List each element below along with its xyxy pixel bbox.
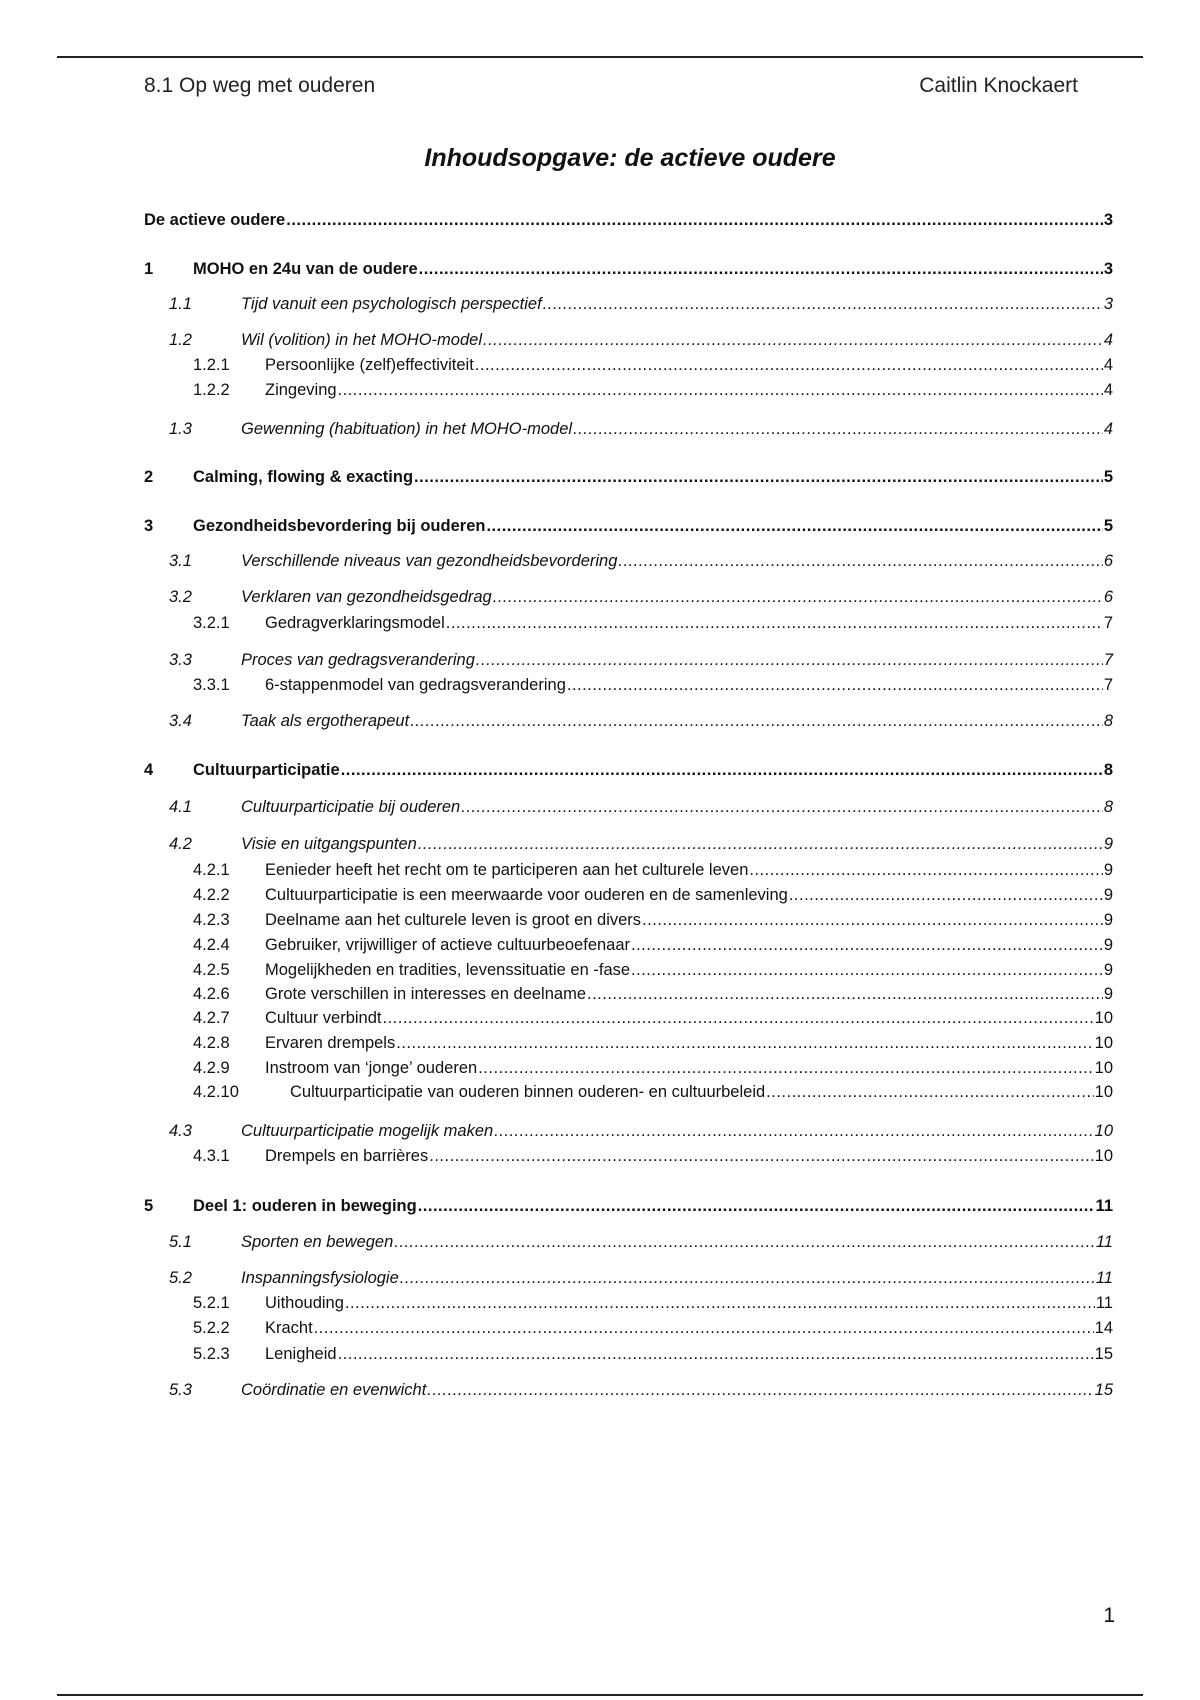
toc-dot-leader	[749, 860, 1102, 880]
toc-dot-leader	[766, 1082, 1093, 1102]
toc-entry-page: 10	[1094, 1059, 1113, 1077]
toc-entry-title: De actieve oudere	[144, 211, 286, 229]
toc-entry[interactable]	[144, 613, 1113, 633]
toc-entry-number: 4.2.1	[193, 861, 230, 879]
toc-entry-page: 3	[1103, 295, 1113, 313]
toc-entry[interactable]	[144, 1008, 1113, 1028]
toc-dot-leader	[631, 960, 1103, 980]
toc-dot-leader	[789, 885, 1103, 905]
toc-dot-leader	[341, 760, 1103, 780]
toc-entry-page: 5	[1103, 517, 1113, 535]
toc-dot-leader	[475, 355, 1103, 375]
toc-entry-number: 4.2.3	[193, 911, 230, 929]
toc-entry-page: 14	[1094, 1319, 1113, 1337]
toc-entry-page: 8	[1103, 761, 1113, 779]
toc-entry[interactable]	[144, 910, 1113, 930]
toc-entry-number: 4.2.8	[193, 1034, 230, 1052]
page-number: 1	[1103, 1604, 1115, 1627]
toc-dot-leader	[418, 834, 1103, 854]
header-rule	[57, 56, 1143, 58]
toc-entry-page: 8	[1103, 712, 1113, 730]
toc-entry-number: 3	[144, 517, 154, 535]
toc-entry-number: 1.2	[169, 331, 192, 349]
toc-entry-number: 5.2.3	[193, 1345, 230, 1363]
toc-entry-number: 3.4	[169, 712, 192, 730]
toc-entry-page: 15	[1094, 1381, 1113, 1399]
toc-entry[interactable]	[144, 711, 1113, 731]
toc-entry[interactable]	[144, 259, 1113, 279]
toc-entry-number: 2	[144, 468, 154, 486]
toc-entry-title: Inspanningsfysiologie	[241, 1269, 399, 1287]
toc-entry-title: Wil (volition) in het MOHO-model	[241, 331, 482, 349]
toc-dot-leader	[478, 1058, 1093, 1078]
toc-entry-page: 10	[1094, 1147, 1113, 1165]
toc-entry-title: Cultuurparticipatie van ouderen binnen ouderen- en cultuurbeleid	[290, 1083, 766, 1101]
toc-dot-leader	[338, 380, 1103, 400]
toc-entry-page: 6	[1103, 552, 1113, 570]
toc-entry[interactable]	[144, 516, 1113, 536]
toc-entry-number: 3.3	[169, 651, 192, 669]
toc-entry[interactable]	[144, 834, 1113, 854]
toc-entry-title: Ervaren drempels	[265, 1034, 396, 1052]
toc-dot-leader	[446, 613, 1103, 633]
toc-entry-title: Verklaren van gezondheidsgedrag	[241, 588, 492, 606]
toc-dot-leader	[543, 294, 1103, 314]
toc-entry-number: 4.2.2	[193, 886, 230, 904]
toc-entry[interactable]	[144, 1121, 1113, 1141]
toc-entry[interactable]	[144, 675, 1113, 695]
toc-entry-page: 10	[1094, 1122, 1113, 1140]
toc-entry-number: 3.3.1	[193, 676, 230, 694]
toc-entry-page: 5	[1103, 468, 1113, 486]
toc-entry-page: 9	[1103, 835, 1113, 853]
toc-entry-number: 4.3.1	[193, 1147, 230, 1165]
page-title: Inhoudsopgave: de actieve oudere	[424, 144, 836, 172]
toc-entry-page: 4	[1103, 356, 1113, 374]
toc-entry[interactable]	[144, 210, 1113, 230]
toc-entry-title: Cultuurparticipatie mogelijk maken	[241, 1122, 494, 1140]
toc-entry[interactable]	[144, 380, 1113, 400]
toc-entry-title: Calming, flowing & exacting	[193, 468, 414, 486]
toc-entry-title: Eenieder heeft het recht om te participeren aan het culturele leven	[265, 861, 749, 879]
toc-entry[interactable]	[144, 355, 1113, 375]
toc-entry-title: Gedragverklaringsmodel	[265, 614, 445, 632]
toc-entry-title: 6-stappenmodel van gedragsverandering	[265, 676, 566, 694]
header-course-title: 8.1 Op weg met ouderen	[144, 74, 376, 97]
toc-entry-page: 9	[1103, 911, 1113, 929]
toc-entry-title: Tijd vanuit een psychologisch perspectief	[241, 295, 542, 313]
toc-entry-page: 10	[1094, 1034, 1113, 1052]
toc-entry-page: 3	[1103, 211, 1113, 229]
toc-entry-number: 5.2	[169, 1269, 192, 1287]
toc-entry-title: Drempels en barrières	[265, 1147, 429, 1165]
toc-entry-title: Visie en uitgangspunten	[241, 835, 417, 853]
toc-entry-title: Gewenning (habituation) in het MOHO-model	[241, 420, 573, 438]
toc-entry-page: 7	[1103, 614, 1113, 632]
toc-entry-page: 4	[1103, 381, 1113, 399]
toc-dot-leader	[418, 1196, 1095, 1216]
toc-entry-title: Cultuurparticipatie	[193, 761, 340, 779]
toc-entry-page: 3	[1103, 260, 1113, 278]
toc-entry-page: 11	[1095, 1269, 1113, 1287]
toc-entry-page: 10	[1094, 1083, 1113, 1101]
toc-entry-page: 15	[1094, 1345, 1113, 1363]
toc-entry-number: 3.2	[169, 588, 192, 606]
toc-entry[interactable]	[144, 551, 1113, 571]
toc-dot-leader	[618, 551, 1102, 571]
toc-dot-leader	[414, 467, 1103, 487]
toc-entry-number: 1.2.2	[193, 381, 230, 399]
toc-entry-page: 4	[1103, 420, 1113, 438]
toc-dot-leader	[345, 1293, 1095, 1313]
toc-entry-number: 1.1	[169, 295, 192, 313]
toc-entry[interactable]	[144, 1196, 1113, 1216]
toc-entry-number: 4.2.9	[193, 1059, 230, 1077]
toc-entry-page: 9	[1103, 861, 1113, 879]
toc-dot-leader	[631, 935, 1103, 955]
toc-entry-title: Persoonlijke (zelf)effectiviteit	[265, 356, 474, 374]
toc-entry-title: Kracht	[265, 1319, 313, 1337]
toc-entry[interactable]	[144, 1293, 1113, 1313]
toc-dot-leader	[396, 1033, 1093, 1053]
toc-entry[interactable]	[144, 1058, 1113, 1078]
toc-dot-leader	[429, 1146, 1093, 1166]
toc-entry-number: 1.2.1	[193, 356, 230, 374]
toc-entry[interactable]	[144, 1146, 1113, 1166]
toc-dot-leader	[483, 330, 1103, 350]
toc-entry-page: 9	[1103, 961, 1113, 979]
toc-entry[interactable]	[144, 935, 1113, 955]
toc-dot-leader	[494, 1121, 1093, 1141]
toc-entry[interactable]	[144, 860, 1113, 880]
toc-dot-leader	[394, 1232, 1095, 1252]
toc-entry-page: 11	[1095, 1294, 1113, 1312]
toc-entry-page: 8	[1103, 798, 1113, 816]
toc-entry-number: 4.2.6	[193, 985, 230, 1003]
toc-entry-number: 4.1	[169, 798, 192, 816]
toc-entry-title: Sporten en bewegen	[241, 1233, 394, 1251]
toc-dot-leader	[486, 516, 1102, 536]
toc-entry-title: Instroom van ‘jonge’ ouderen	[265, 1059, 478, 1077]
toc-entry[interactable]	[144, 797, 1113, 817]
toc-entry-number: 4.3	[169, 1122, 192, 1140]
toc-entry[interactable]	[144, 1344, 1113, 1364]
toc-dot-leader	[400, 1268, 1095, 1288]
toc-entry-number: 4.2.10	[193, 1083, 239, 1101]
toc-entry[interactable]	[144, 467, 1113, 487]
toc-entry-title: MOHO en 24u van de oudere	[193, 260, 418, 278]
toc-entry-number: 4.2.4	[193, 936, 230, 954]
toc-entry-number: 4.2.5	[193, 961, 230, 979]
toc-entry-page: 7	[1103, 676, 1113, 694]
header-author: Caitlin Knockaert	[919, 74, 1078, 97]
toc-dot-leader	[461, 797, 1103, 817]
toc-entry[interactable]	[144, 650, 1113, 670]
toc-entry-number: 1	[144, 260, 154, 278]
toc-entry[interactable]	[144, 419, 1113, 439]
toc-entry-title: Gebruiker, vrijwilliger of actieve cultuurbeoefenaar	[265, 936, 631, 954]
toc-entry-title: Deel 1: ouderen in beweging	[193, 1197, 417, 1215]
toc-dot-leader	[573, 419, 1103, 439]
toc-entry-title: Gezondheidsbevordering bij ouderen	[193, 517, 486, 535]
toc-entry-number: 5	[144, 1197, 154, 1215]
toc-dot-leader	[427, 1380, 1093, 1400]
toc-entry[interactable]	[144, 587, 1113, 607]
toc-entry[interactable]	[144, 1232, 1113, 1252]
toc-entry-number: 5.2.2	[193, 1319, 230, 1337]
toc-entry-number: 5.2.1	[193, 1294, 230, 1312]
toc-entry-number: 5.3	[169, 1381, 192, 1399]
toc-dot-leader	[338, 1344, 1094, 1364]
toc-entry-title: Proces van gedragsverandering	[241, 651, 475, 669]
footer-rule	[57, 1694, 1143, 1696]
toc-entry-page: 11	[1095, 1197, 1113, 1215]
toc-entry[interactable]	[144, 885, 1113, 905]
toc-dot-leader	[419, 259, 1103, 279]
toc-entry[interactable]	[144, 1082, 1113, 1102]
toc-dot-leader	[642, 910, 1103, 930]
toc-entry-title: Verschillende niveaus van gezondheidsbevordering	[241, 552, 618, 570]
toc-entry-page: 9	[1103, 985, 1113, 1003]
toc-entry-page: 9	[1103, 886, 1113, 904]
toc-entry-title: Grote verschillen in interesses en deelname	[265, 985, 587, 1003]
toc-dot-leader	[286, 210, 1103, 230]
toc-dot-leader	[314, 1318, 1094, 1338]
toc-entry-number: 4	[144, 761, 154, 779]
toc-dot-leader	[587, 984, 1103, 1004]
toc-dot-leader	[382, 1008, 1093, 1028]
toc-entry-title: Cultuurparticipatie bij ouderen	[241, 798, 461, 816]
toc-entry-title: Coördinatie en evenwicht	[241, 1381, 427, 1399]
toc-entry[interactable]	[144, 1268, 1113, 1288]
toc-entry-number: 3.1	[169, 552, 192, 570]
toc-entry[interactable]	[144, 984, 1113, 1004]
toc-dot-leader	[476, 650, 1103, 670]
toc-entry-page: 9	[1103, 936, 1113, 954]
toc-entry-page: 6	[1103, 588, 1113, 606]
toc-dot-leader	[567, 675, 1103, 695]
toc-entry-title: Lenigheid	[265, 1345, 337, 1363]
toc-entry[interactable]	[144, 760, 1113, 780]
toc-entry-title: Zingeving	[265, 381, 337, 399]
toc-entry[interactable]	[144, 294, 1113, 314]
toc-entry[interactable]	[144, 960, 1113, 980]
toc-entry[interactable]	[144, 1318, 1113, 1338]
toc-entry-title: Mogelijkheden en tradities, levenssituatie en -fase	[265, 961, 631, 979]
toc-entry-number: 3.2.1	[193, 614, 230, 632]
toc-entry-page: 7	[1103, 651, 1113, 669]
toc-entry-title: Taak als ergotherapeut	[241, 712, 410, 730]
toc-entry-number: 4.2	[169, 835, 192, 853]
toc-entry[interactable]	[144, 330, 1113, 350]
toc-entry[interactable]	[144, 1033, 1113, 1053]
toc-dot-leader	[493, 587, 1103, 607]
toc-entry-title: Cultuurparticipatie is een meerwaarde voor ouderen en de samenleving	[265, 886, 788, 904]
toc-entry-title: Deelname aan het culturele leven is groot en divers	[265, 911, 642, 929]
toc-entry-number: 5.1	[169, 1233, 192, 1251]
toc-entry-number: 1.3	[169, 420, 192, 438]
toc-entry-page: 10	[1094, 1009, 1113, 1027]
toc-entry-title: Cultuur verbindt	[265, 1009, 382, 1027]
toc-entry-page: 4	[1103, 331, 1113, 349]
toc-entry[interactable]	[144, 1380, 1113, 1400]
toc-dot-leader	[410, 711, 1103, 731]
toc-entry-number: 4.2.7	[193, 1009, 230, 1027]
toc-entry-page: 11	[1095, 1233, 1113, 1251]
toc-entry-title: Uithouding	[265, 1294, 344, 1312]
